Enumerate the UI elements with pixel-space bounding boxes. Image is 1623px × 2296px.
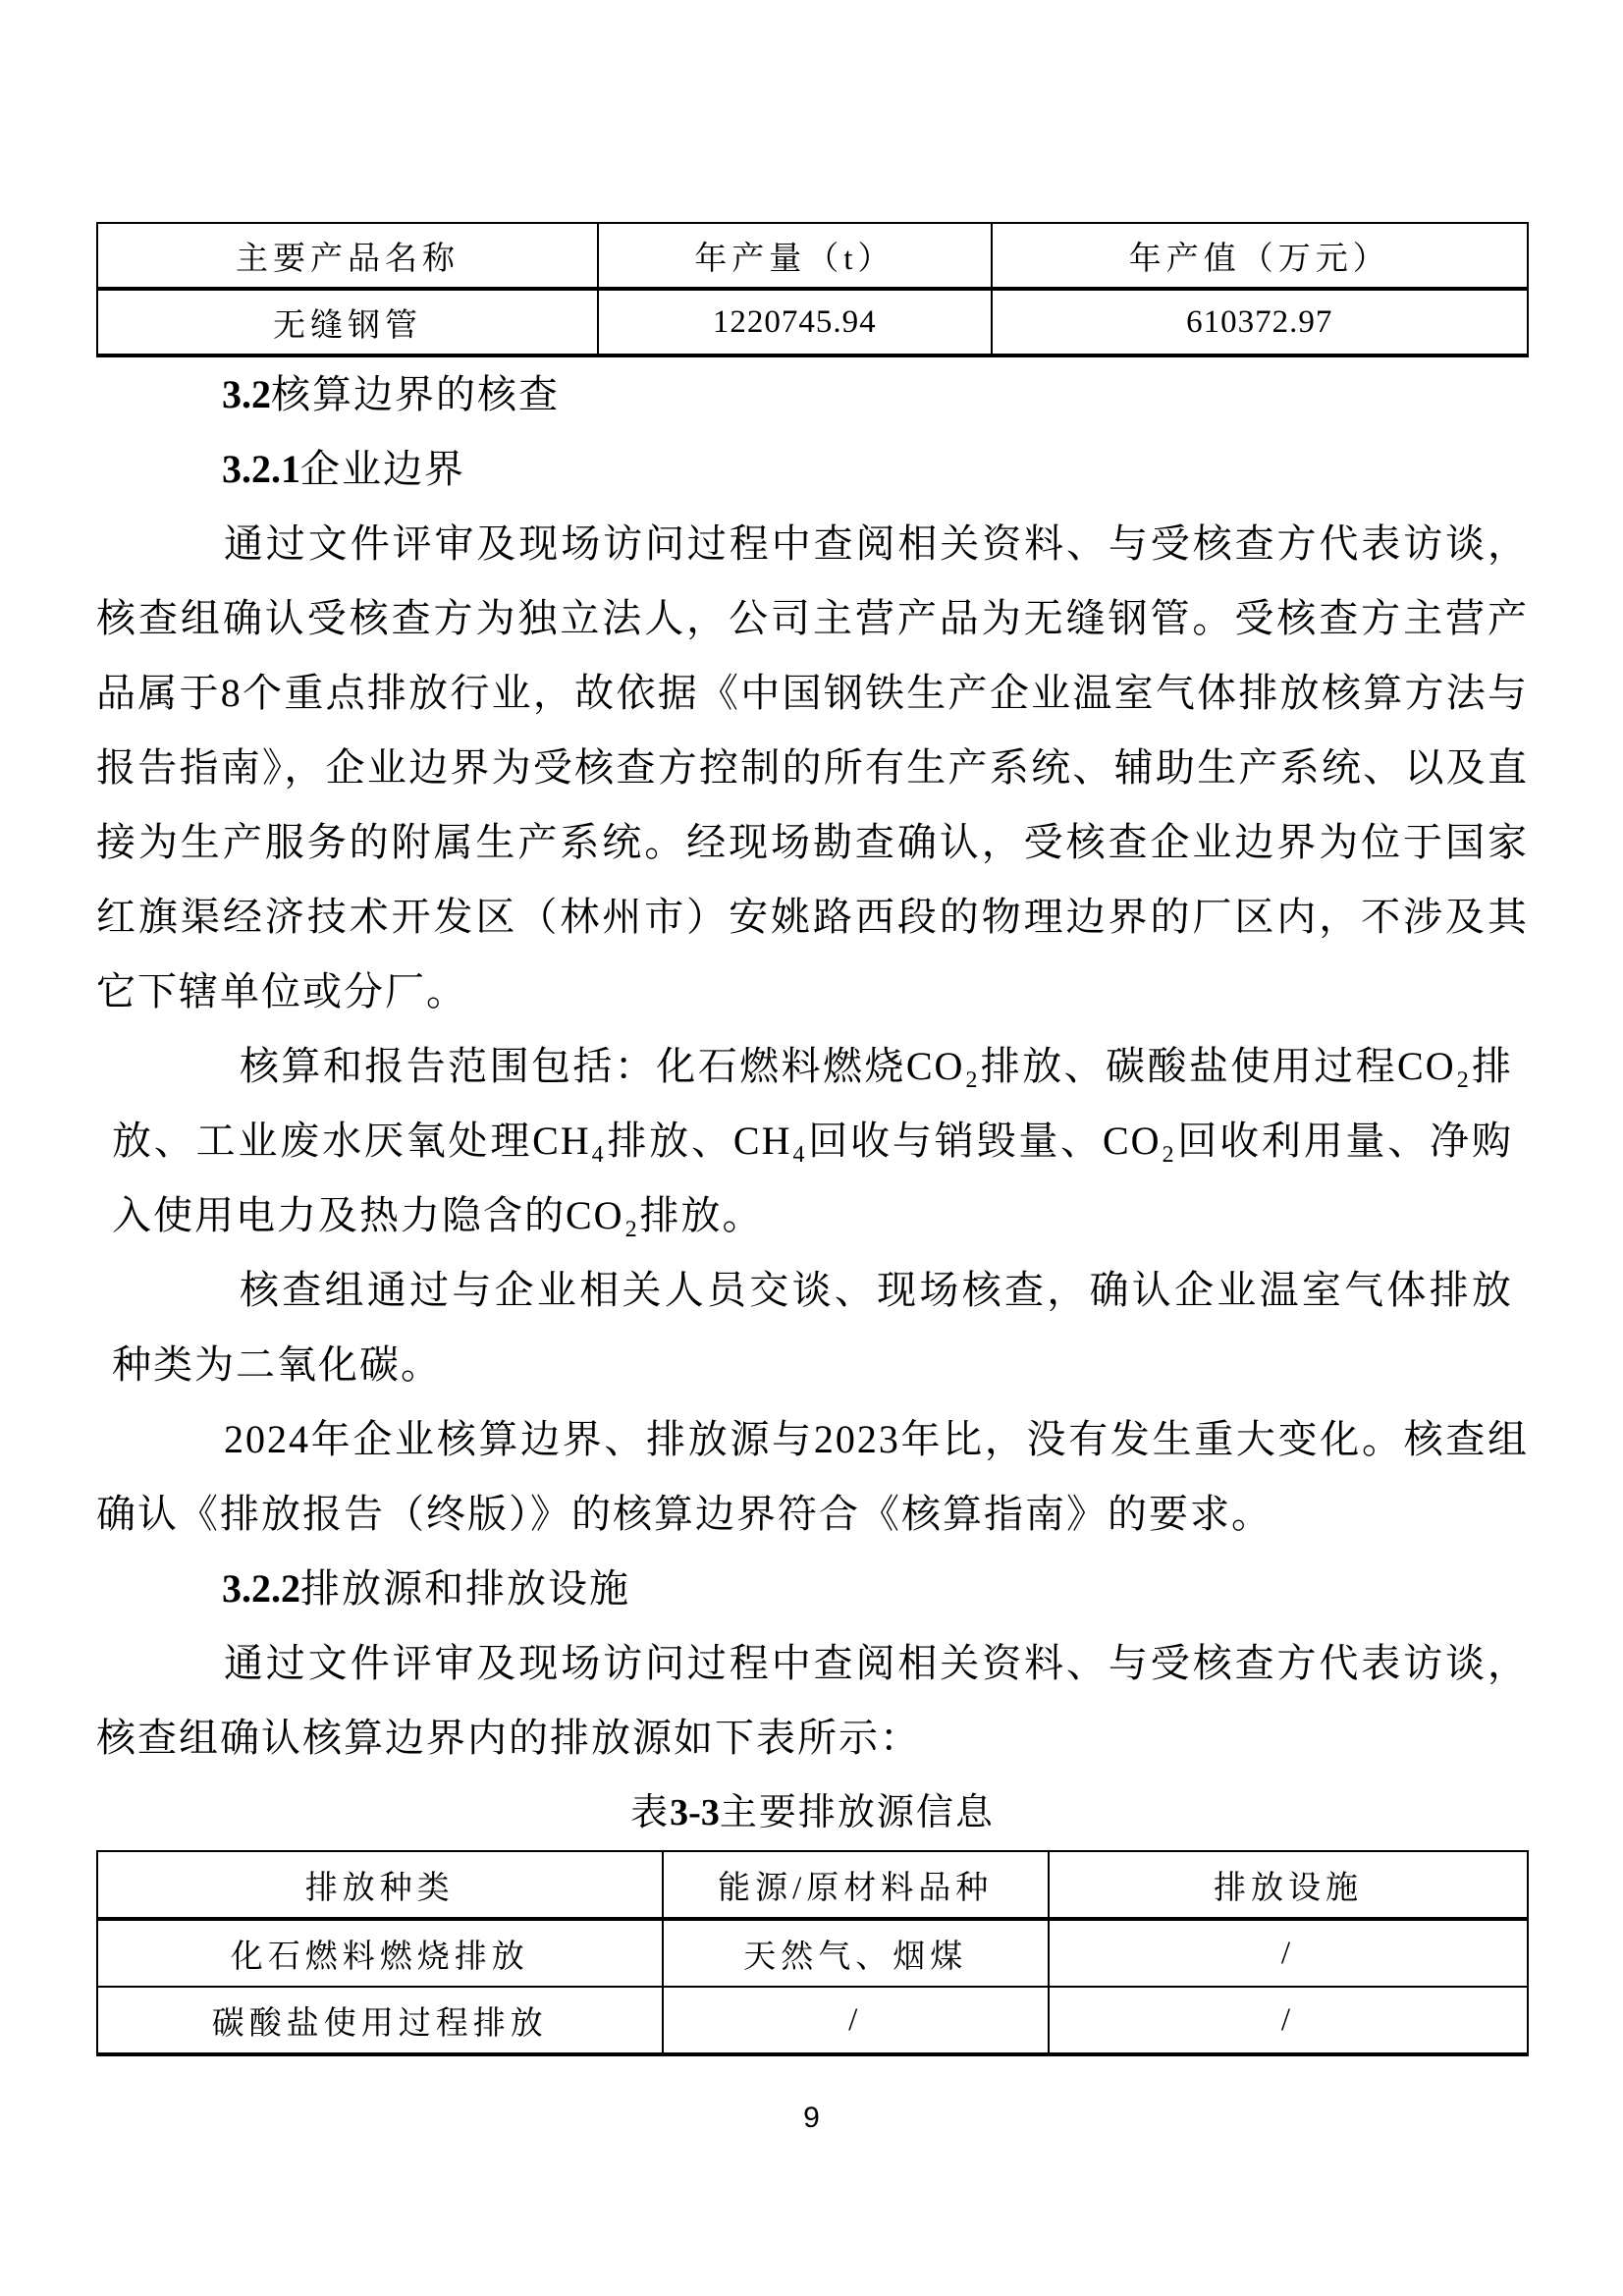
cell-emission-type: 碳酸盐使用过程排放: [97, 1987, 663, 2054]
emission-table-header-row: [97, 1851, 1528, 1919]
section-title: 核算边界的核查: [271, 372, 560, 416]
table-3-3-caption: [96, 1776, 1529, 1850]
table-row: [97, 1987, 1528, 2054]
header-cell-emission-type: 排放种类: [97, 1851, 663, 1919]
header-cell-energy-material: 能源/原材料品种: [663, 1851, 1049, 1919]
paragraph-ghg-type: 核查组通过与企业相关人员交谈、现场核查，确认企业温室气体排放种类为二氧化碳。: [112, 1268, 1513, 1387]
section-heading-3-2-1: [96, 432, 1529, 507]
header-cell-annual-value: 年产值（万元）: [992, 223, 1528, 289]
cell-product-name: 无缝钢管: [97, 289, 598, 355]
cell-energy-material: /: [663, 1987, 1049, 2054]
header-cell-emission-facility: 排放设施: [1049, 1851, 1528, 1919]
section-number: 3.2: [222, 372, 271, 416]
section-title: 排放源和排放设施: [300, 1566, 630, 1611]
page-number: 9: [803, 2102, 820, 2134]
header-cell-annual-output: 年产量（t）: [598, 223, 992, 289]
paragraph-emission-sources-intro: 通过文件评审及现场访问过程中查阅相关资料、与受核查方代表访谈，核查组确认核算边界内的排放源如下表所示：: [96, 1641, 1529, 1760]
paragraph-accounting-scope: 核算和报告范围包括：化石燃料燃烧CO₂排放、碳酸盐使用过程CO₂排放、工业废水厌氧处理CH₄排放、CH₄回收与销毁量、CO₂回收利用量、净购入使用电力及热力隐含的CO₂排放。: [112, 1044, 1513, 1237]
cell-energy-material: 天然气、烟煤: [663, 1919, 1049, 1987]
section-heading-3-2: [96, 357, 1529, 432]
cell-annual-value: 610372.97: [992, 289, 1528, 355]
paragraph-enterprise-boundary: 通过文件评审及现场访问过程中查阅相关资料、与受核查方代表访谈，核查组确认受核查方为独立法人，公司主营产品为无缝钢管。受核查方主营产品属于8个重点排放行业，故依据《中国钢铁生产企业温室气体排放核算方法与报告指南》，企业边界为受核查方控制的所有生产系统、辅助生产系统、以及直接为生产服务的附属生产系统。经现场勘查确认，受核查企业边界为位于国家红旗渠经济技术开发区（林州市）安姚路西段的物理边界的厂区内，不涉及其它下辖单位或分厂。: [96, 521, 1529, 1013]
header-cell-product-name: 主要产品名称: [97, 223, 598, 289]
caption-prefix: 表: [630, 1792, 671, 1833]
product-table-header-row: [97, 223, 1528, 289]
section-number: 3.2.1: [222, 447, 300, 491]
caption-suffix: 主要排放源信息: [719, 1792, 995, 1833]
table-row: [97, 289, 1528, 355]
cell-emission-type: 化石燃料燃烧排放: [97, 1919, 663, 1987]
section-title: 企业边界: [300, 447, 465, 491]
product-table: [96, 222, 1529, 357]
emission-source-table: [96, 1850, 1529, 2056]
cell-emission-facility: /: [1049, 1987, 1528, 2054]
caption-number: 3-3: [670, 1792, 720, 1833]
section-number: 3.2.2: [222, 1566, 300, 1611]
cell-emission-facility: /: [1049, 1919, 1528, 1987]
page-content: [96, 222, 1529, 2056]
table-row: [97, 1919, 1528, 1987]
section-heading-3-2-2: [96, 1552, 1529, 1626]
cell-annual-output: 1220745.94: [598, 289, 992, 355]
paragraph-boundary-change: 2024年企业核算边界、排放源与2023年比，没有发生重大变化。核查组确认《排放报告（终版）》的核算边界符合《核算指南》的要求。: [96, 1417, 1529, 1536]
